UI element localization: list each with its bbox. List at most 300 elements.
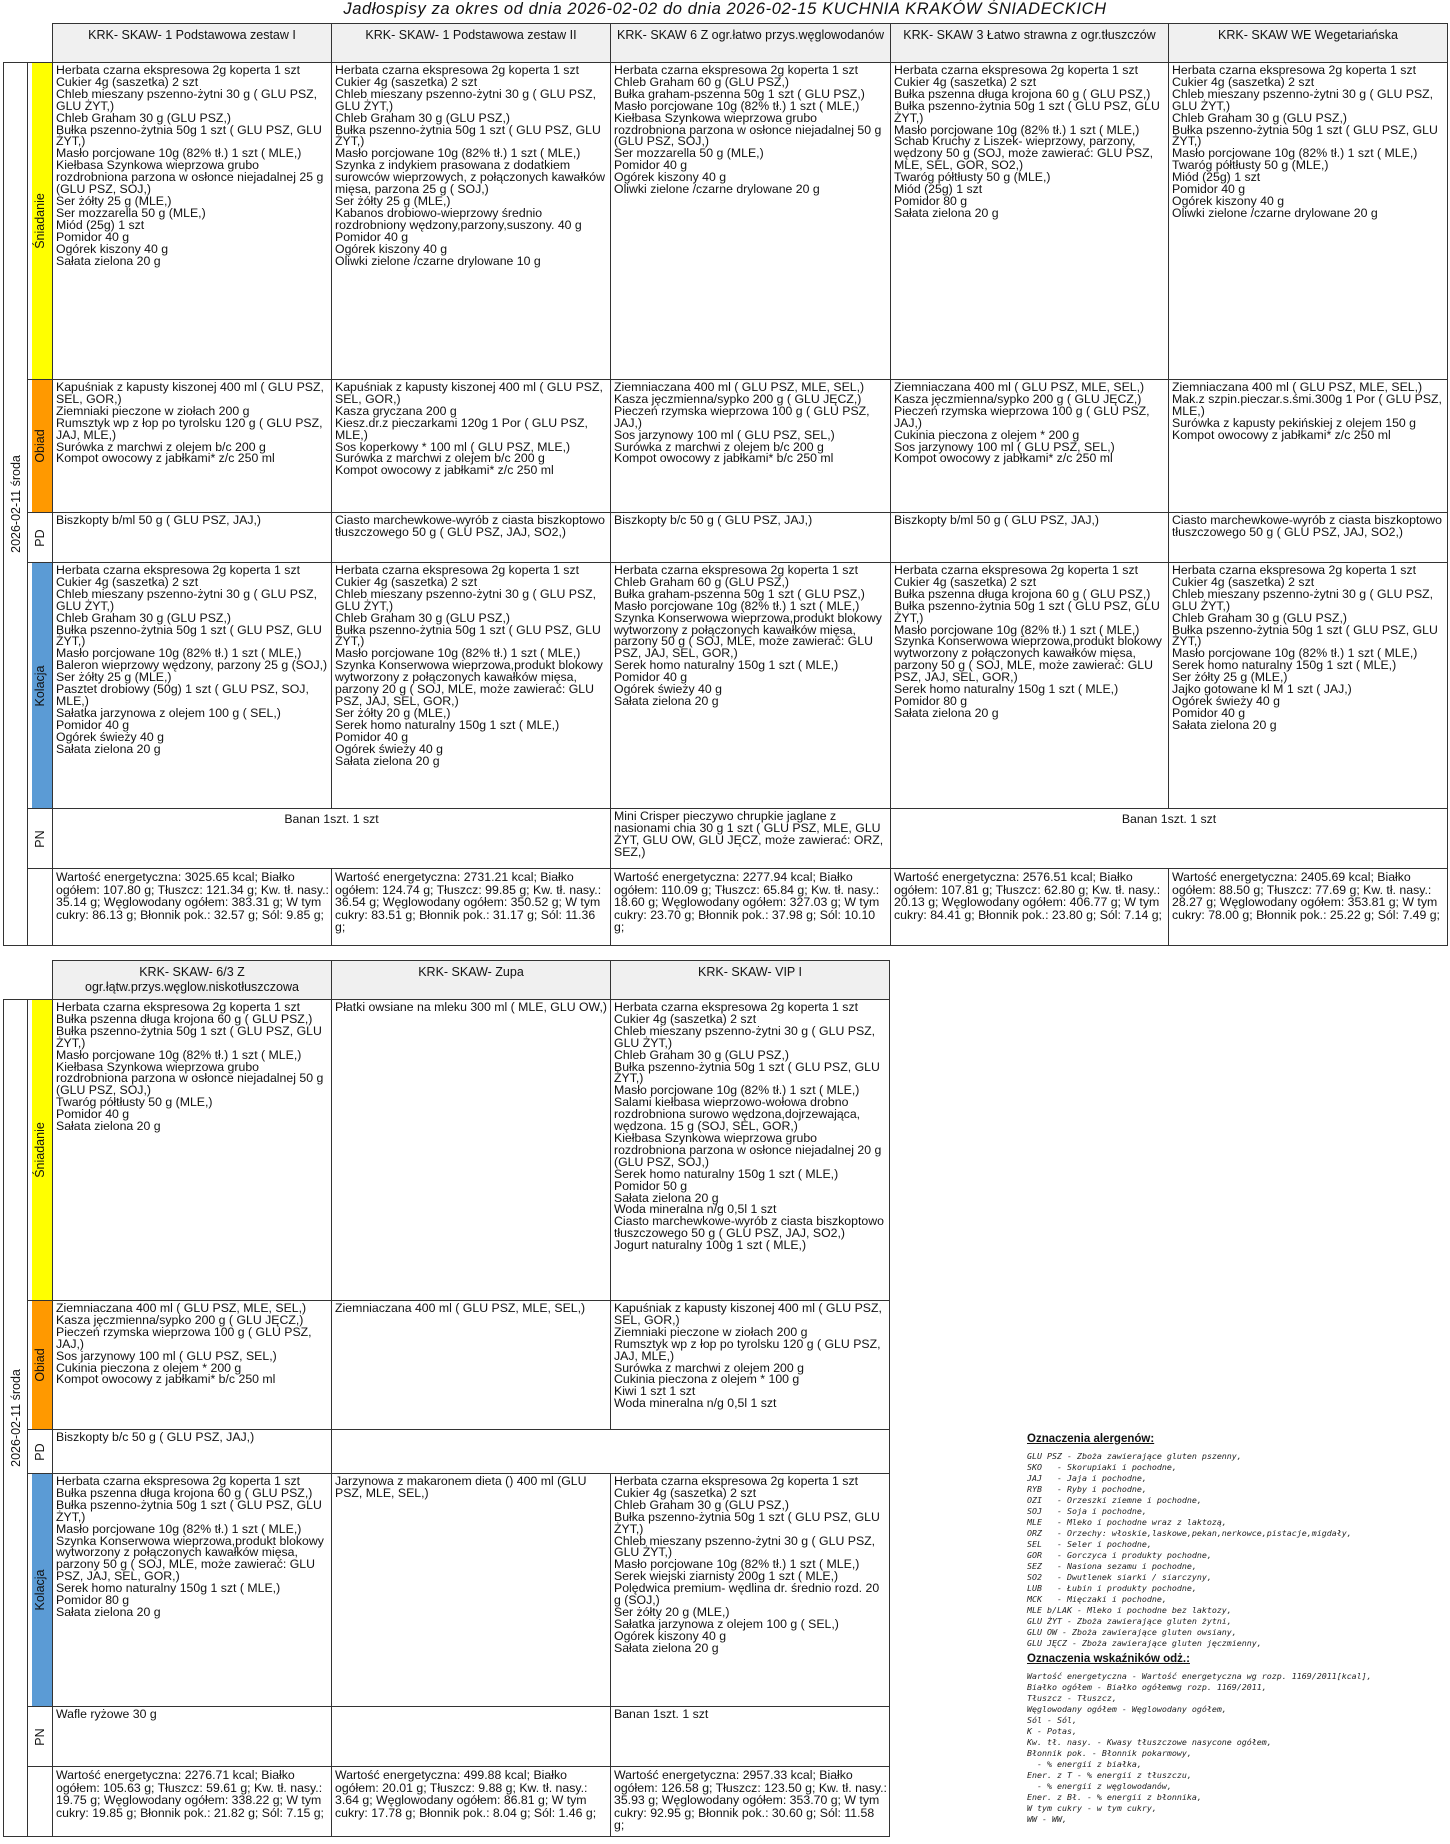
menu-cell: [891, 563, 1169, 809]
menu-item: Sałata zielona 20 g: [894, 705, 999, 720]
meal-label: PD: [33, 528, 47, 547]
menu-item: Kompot owocowy z jabłkami* z/c 250 ml: [1172, 427, 1391, 442]
menu-item: Masło porcjowane 10g (82% tł.) 1 szt ( MLE,): [56, 146, 302, 161]
menu-cell: [53, 1000, 332, 1301]
menu-item: Masło porcjowane 10g (82% tł.) 1 szt ( MLE,): [894, 122, 1140, 137]
menu-item: Baleron wieprzowy wędzony, parzony 25 g (SOJ,): [56, 658, 328, 673]
menu-item: Sałata zielona 20 g: [1172, 717, 1277, 732]
menu-item: Herbata czarna ekspresowa 2g koperta 1 szt: [894, 563, 1139, 577]
menu-item: Kasza jęczmienna/sypko 200 g ( GLU JĘCZ,): [56, 1312, 304, 1327]
menu-table-2: [3, 960, 890, 1837]
menu-item: Miód (25g) 1 szt: [894, 182, 983, 197]
menu-item: Serek homo naturalny 150g 1 szt ( MLE,): [614, 1166, 839, 1181]
allergen-entry: JAJ - Jaja i pochodne,: [1027, 1473, 1147, 1483]
meal-label: Obiad: [33, 1348, 47, 1382]
menu-item: Kiesz.dr.z pieczarkami 120g 1 Por ( GLU PSZ, MLE,): [335, 415, 588, 442]
menu-item: Serek homo naturalny 150g 1 szt ( MLE,): [56, 1581, 281, 1596]
meal-obiad: [28, 1301, 53, 1430]
indicator-entry: - % energii z węglowodanów,: [1027, 1781, 1172, 1791]
menu-item: Masło porcjowane 10g (82% tł.) 1 szt ( MLE,): [1172, 646, 1418, 661]
menu-table-1: [3, 23, 1448, 946]
menu-item: Pomidor 40 g: [335, 729, 409, 744]
menu-item: Ogórek świeży 40 g: [614, 682, 722, 697]
allergen-entry: MLE - Mleko i pochodne wraz z laktozą,: [1027, 1517, 1227, 1527]
menu-item: Sałata zielona 20 g: [614, 1190, 719, 1205]
menu-item: Rumsztyk wp z łop po tyrolsku 120 g ( GLU PSZ, JAJ, MLE,): [614, 1336, 881, 1363]
menu-item: Biszkopty b/ml 50 g ( GLU PSZ, JAJ,): [894, 513, 1100, 527]
menu-item: Serek wiejski ziarnisty 200g 1 szt ( MLE,): [614, 1569, 839, 1584]
menu-item: Masło porcjowane 10g (82% tł.) 1 szt ( MLE,): [1172, 146, 1418, 161]
menu-cell: [53, 513, 332, 563]
menu-item: Polędwica premium- wędlina dr. średnio rozd. 20 g (SOJ,): [614, 1581, 880, 1608]
menu-item: Masło porcjowane 10g (82% tł.) 1 szt ( MLE,): [56, 646, 302, 661]
menu-item: Bułka pszenna długa krojona 60 g ( GLU PSZ,): [56, 1485, 313, 1500]
indicator-entry: Wartość energetyczna - Wartość energetyczna wg rozp. 1169/2011[kcal],: [1027, 1671, 1372, 1681]
menu-item: Sałata zielona 20 g: [614, 693, 719, 708]
menu-item: Kiwi 1 szt 1 szt: [614, 1384, 696, 1399]
menu-cell: [891, 63, 1169, 380]
menu-item: Pomidor 50 g: [614, 1178, 688, 1193]
menu-item: Ziemniaczana 400 ml ( GLU PSZ, MLE, SEL,): [894, 380, 1145, 394]
menu-item: Herbata czarna ekspresowa 2g koperta 1 szt: [56, 563, 301, 577]
menu-item: Ser mozzarella 50 g (MLE,): [56, 205, 206, 220]
menu-item: Serek homo naturalny 150g 1 szt ( MLE,): [614, 658, 839, 673]
menu-cell: [891, 513, 1169, 563]
menu-item: Kiełbasa Szynkowa wieprzowa grubo rozdrobniona parzona w osłonce niejadalnej 25 g (GLU PSZ, SOJ,): [56, 158, 324, 197]
nutrition-cell: Wartość energetyczna: 2576.51 kcal; Białko ogółem: 107.81 g; Tłuszcz: 62.80 g; Kw. tł. nasy.: 20.13 g; Węglowodany ogółem: 406.77 g; W tym cukry: 84.41 g; Błonnik pok.: 23.80 g; Sól: 7.14 g;: [891, 869, 1169, 946]
date-column: [4, 1000, 28, 1837]
menu-item: Masło porcjowane 10g (82% tł.) 1 szt ( MLE,): [56, 1047, 302, 1062]
menu-item: Ogórek świeży 40 g: [1172, 693, 1280, 708]
menu-item: Cukinia pieczona z olejem * 200 g: [894, 427, 1080, 442]
menu-item: Bułka pszenno-żytnia 50g 1 szt ( GLU PSZ, GLU ŻYT,): [1172, 122, 1438, 149]
allergen-entry: RYB - Ryby i pochodne,: [1027, 1484, 1147, 1494]
diet-header: KRK- SKAW- 1 Podstawowa zestaw II: [332, 24, 611, 63]
menu-item: Ogórek świeży 40 g: [335, 741, 443, 756]
menu-item: Kompot owocowy z jabłkami* z/c 250 ml: [894, 451, 1113, 466]
menu-cell: Wafle ryżowe 30 g: [53, 1707, 332, 1767]
menu-item: Chleb Graham 30 g (GLU PSZ,): [335, 610, 510, 625]
date-column: [4, 63, 28, 946]
meal-obiad: [28, 380, 53, 513]
meal-label: Obiad: [33, 429, 47, 463]
menu-item: Sałatka jarzynowa z olejem 100 g ( SEL,): [56, 705, 281, 720]
menu-item: Herbata czarna ekspresowa 2g koperta 1 szt: [335, 63, 580, 77]
menu-item: Herbata czarna ekspresowa 2g koperta 1 szt: [56, 1000, 301, 1014]
menu-item: Masło porcjowane 10g (82% tł.) 1 szt ( MLE,): [335, 146, 581, 161]
menu-cell: [332, 1301, 611, 1430]
diet-header: KRK- SKAW- 6/3 Z ogr.łątw.przys.węglow.niskotłuszczowa: [53, 961, 332, 1000]
menu-item: Pomidor 40 g: [614, 670, 688, 685]
menu-item: Sos jarzynowy 100 ml ( GLU PSZ, SEL,): [56, 1348, 277, 1363]
menu-item: Herbata czarna ekspresowa 2g koperta 1 szt: [1172, 63, 1417, 77]
menu-item: Twaróg półtłusty 50 g (MLE,): [1172, 158, 1329, 173]
menu-item: Pieczeń rzymska wieprzowa 100 g ( GLU PSZ, JAJ,): [56, 1324, 312, 1351]
meal-kolacja: [28, 1474, 53, 1707]
allergen-entry: OZI - Orzeszki ziemne i pochodne,: [1027, 1495, 1202, 1505]
menu-item: Woda mineralna n/g 0,5l 1 szt: [614, 1396, 777, 1411]
page-title: Jadłospisy za okres od dnia 2026-02-02 do dnia 2026-02-15 KUCHNIA KRAKÓW ŚNIADECKICH: [343, 0, 1107, 18]
allergen-entry: MCK - Mięczaki i pochodne,: [1027, 1594, 1167, 1604]
menu-item: Pomidor 40 g: [56, 717, 130, 732]
meal-sniadanie: [28, 63, 53, 380]
menu-item: Ser żółty 25 g (MLE,): [56, 193, 172, 208]
menu-item: Ser żółty 25 g (MLE,): [335, 193, 451, 208]
menu-item: Cukier 4g (saszetka) 2 szt: [894, 74, 1037, 89]
menu-cell: [53, 380, 332, 513]
menu-item: Herbata czarna ekspresowa 2g koperta 1 szt: [335, 563, 580, 577]
menu-item: Herbata czarna ekspresowa 2g koperta 1 szt: [1172, 563, 1417, 577]
menu-item: Ser żółty 25 g (MLE,): [1172, 670, 1288, 685]
meal-pd: [28, 1430, 53, 1474]
diet-header: KRK- SKAW- 1 Podstawowa zestaw I: [53, 24, 332, 63]
indicator-list: [1027, 1671, 1447, 1825]
menu-item: Ogórek kiszony 40 g: [614, 1628, 727, 1643]
menu-item: Szynka Konserwowa wieprzowa,produkt blokowy wytworzony z połączonych kawałków mięsa, parzony 50 g ( SOJ, MLE, może zawierać: GLU PSZ, JAJ, SEL, GOR,): [894, 634, 1162, 685]
menu-item: Bułka pszenno-żytnia 50g 1 szt ( GLU PSZ, GLU ŻYT,): [56, 122, 322, 149]
menu-item: Twaróg półtłusty 50 g (MLE,): [56, 1095, 213, 1110]
menu-item: Jogurt naturalny 100g 1 szt ( MLE,): [614, 1238, 807, 1253]
menu-item: Szynka Konserwowa wieprzowa,produkt blokowy wytworzony z połączonych kawałków mięsa, parzony 20 g ( SOJ, MLE, może zawierać: GLU PSZ, JAJ, SEL, GOR,): [335, 658, 603, 708]
allergen-entry: MLE b/LAK - Mleko i pochodne bez laktozy,: [1027, 1605, 1232, 1615]
menu-item: Szynka Konserwowa wieprzowa,produkt blokowy wytworzony z połączonych kawałków mięsa, parzony 50 g ( SOJ, MLE, może zawierać: GLU PSZ, JAJ, SEL, GOR,): [56, 1533, 324, 1584]
menu-item: Chleb Graham 60 g (GLU PSZ,): [614, 574, 789, 589]
menu-item: Biszkopty b/c 50 g ( GLU PSZ, JAJ,): [614, 513, 813, 527]
nutrition-cell: Wartość energetyczna: 2277.94 kcal; Białko ogółem: 110.09 g; Tłuszcz: 65.84 g; Kw. tł. nasy.: 18.60 g; Węglowodany ogółem: 327.03 g; W tym cukry: 23.70 g; Błonnik pok.: 37.98 g; Sól: 10.10 g;: [611, 869, 891, 946]
indicator-entry: Sól - Sól,: [1027, 1715, 1077, 1725]
menu-item: Pieczeń rzymska wieprzowa 100 g ( GLU PSZ, JAJ,): [614, 403, 870, 430]
menu-item: Sos koperkowy * 100 ml ( GLU PSZ, MLE,): [335, 439, 571, 454]
menu-item: Ziemniaki pieczone w ziołach 200 g: [614, 1324, 808, 1339]
menu-item: Sałata zielona 20 g: [335, 753, 440, 768]
menu-item: Bułka graham-pszenna 50g 1 szt ( GLU PSZ,): [614, 86, 865, 101]
menu-item: Schab Kruchy z Liszek- wieprzowy, parzony, wędzony 50 g (SOJ, może zawierać: GLU PSZ, MLE, SEL, GOR, SO2,): [894, 134, 1154, 173]
allergen-entry: GLU OW - Zboża zawierające gluten owsiany,: [1027, 1627, 1237, 1637]
meal-label: PN: [33, 829, 47, 848]
menu-item: Ogórek kiszony 40 g: [335, 241, 448, 256]
menu-item: Sos jarzynowy 100 ml ( GLU PSZ, SEL,): [614, 427, 835, 442]
menu-item: Masło porcjowane 10g (82% tł.) 1 szt ( MLE,): [614, 598, 860, 613]
menu-item: Ziemniaczana 400 ml ( GLU PSZ, MLE, SEL,): [1172, 380, 1423, 394]
diet-header: KRK- SKAW 6 Z ogr.łatwo przys.węglowodanów: [611, 24, 891, 63]
menu-item: Kiełbasa Szynkowa wieprzowa grubo rozdrobniona parzona w osłonce niejadalnej 50 g (GLU PSZ, SOJ,): [614, 110, 882, 149]
menu-item: Kiełbasa Szynkowa wieprzowa grubo rozdrobniona parzona w osłonce niejadalnej 50 g (GLU PSZ, SOJ,): [56, 1059, 324, 1098]
menu-item: Herbata czarna ekspresowa 2g koperta 1 szt: [614, 1000, 859, 1014]
menu-item: Ogórek kiszony 40 g: [56, 241, 169, 256]
indicator-entry: Ener. z Bł. - % energii z błonnika,: [1027, 1792, 1202, 1802]
date-label: 2026-02-11 środa: [8, 1369, 23, 1467]
meal-sniadanie: [28, 1000, 53, 1301]
menu-item: Chleb Graham 30 g (GLU PSZ,): [614, 1047, 789, 1062]
menu-item: Ogórek kiszony 40 g: [1172, 193, 1285, 208]
menu-item: Oliwki zielone /czarne drylowane 20 g: [614, 182, 820, 197]
menu-item: Bułka pszenna długa krojona 60 g ( GLU PSZ,): [894, 586, 1151, 601]
menu-cell: [611, 1301, 890, 1430]
menu-item: Sos jarzynowy 100 ml ( GLU PSZ, SEL,): [894, 439, 1115, 454]
menu-cell: [611, 1474, 890, 1707]
menu-item: Masło porcjowane 10g (82% tł.) 1 szt ( MLE,): [614, 1557, 860, 1572]
meal-label: PD: [33, 1442, 47, 1461]
diet-header: KRK- SKAW- Zupa: [332, 961, 611, 1000]
legend: [1027, 1433, 1447, 1825]
menu-item: Herbata czarna ekspresowa 2g koperta 1 szt: [894, 63, 1139, 77]
menu-item: Pomidor 40 g: [1172, 182, 1246, 197]
indicator-entry: Węglowodany ogółem - Węglowodany ogółem,: [1027, 1704, 1227, 1714]
menu-item: Masło porcjowane 10g (82% tł.) 1 szt ( MLE,): [56, 1521, 302, 1536]
menu-item: Oliwki zielone /czarne drylowane 10 g: [335, 253, 541, 268]
menu-item: Cukier 4g (saszetka) 2 szt: [1172, 74, 1315, 89]
menu-item: Ciasto marchewkowe-wyrób z ciasta biszkoptowo tłuszczowego 50 g ( GLU PSZ, JAJ, SO2,): [614, 1214, 884, 1241]
menu-item: Bułka pszenna długa krojona 60 g ( GLU PSZ,): [56, 1011, 313, 1026]
indicator-entry: Ener. z T - % energii z tłuszczu,: [1027, 1770, 1192, 1780]
indicators-title: Oznaczenia wskaźników odż.:: [1027, 1653, 1190, 1665]
menu-item: Ser żółty 20 g (MLE,): [335, 705, 451, 720]
menu-item: Serek homo naturalny 150g 1 szt ( MLE,): [894, 682, 1119, 697]
allergen-entry: SO2 - Dwutlenek siarki / siarczyny,: [1027, 1572, 1212, 1582]
allergens-title: Oznaczenia alergenów:: [1027, 1433, 1155, 1445]
menu-item: Kasza gryczana 200 g: [335, 403, 457, 418]
menu-item: Ser żółty 25 g (MLE,): [56, 670, 172, 685]
menu-item: Chleb Graham 60 g (GLU PSZ,): [614, 74, 789, 89]
allergen-entry: SEZ - Nasiona sezamu i pochodne,: [1027, 1561, 1197, 1571]
menu-cell: [332, 1000, 611, 1301]
menu-item: Oliwki zielone /czarne drylowane 20 g: [1172, 205, 1378, 220]
menu-item: Bułka graham-pszenna 50g 1 szt ( GLU PSZ,): [614, 586, 865, 601]
menu-item: Bułka pszenno-żytnia 50g 1 szt ( GLU PSZ, GLU ŻYT,): [335, 122, 601, 149]
menu-item: Chleb Graham 30 g (GLU PSZ,): [56, 110, 231, 125]
menu-cell: [611, 563, 891, 809]
menu-item: Herbata czarna ekspresowa 2g koperta 1 szt: [56, 63, 301, 77]
allergen-entry: SOJ - Soja i pochodne,: [1027, 1506, 1147, 1516]
indicator-entry: Kw. tł. nasy. - Kwasy tłuszczowe nasycone ogółem,: [1027, 1737, 1272, 1747]
menu-item: Pomidor 80 g: [894, 693, 968, 708]
menu-item: Chleb mieszany pszenno-żytni 30 g ( GLU PSZ, GLU ŻYT,): [56, 586, 318, 613]
menu-item: Herbata czarna ekspresowa 2g koperta 1 szt: [614, 1474, 859, 1488]
menu-cell: Banan 1szt. 1 szt: [611, 1707, 890, 1767]
menu-item: Jajko gotowane kl M 1 szt ( JAJ,): [1172, 682, 1352, 697]
menu-item: Bułka pszenno-żytnia 50g 1 szt ( GLU PSZ, GLU ŻYT,): [614, 1059, 880, 1086]
nutrition-row-label: [28, 869, 53, 946]
menu-item: Bułka pszenno-żytnia 50g 1 szt ( GLU PSZ, GLU ŻYT,): [1172, 622, 1438, 649]
menu-item: Kapuśniak z kapusty kiszonej 400 ml ( GLU PSZ, SEL, GOR,): [56, 380, 324, 406]
menu-item: Rumsztyk wp z łop po tyrolsku 120 g ( GLU PSZ, JAJ, MLE,): [56, 415, 323, 442]
menu-item: Chleb Graham 30 g (GLU PSZ,): [614, 1497, 789, 1512]
table-corner: [4, 961, 53, 1000]
menu-item: Biszkopty b/ml 50 g ( GLU PSZ, JAJ,): [56, 513, 262, 527]
nutrition-cell: Wartość energetyczna: 2731.21 kcal; Białko ogółem: 124.74 g; Tłuszcz: 99.85 g; Kw. tł. nasy.: 36.54 g; Węglowodany ogółem: 350.52 g; W tym cukry: 83.51 g; Błonnik pok.: 31.17 g; Sól: 11.36 g;: [332, 869, 611, 946]
nutrition-cell: Wartość energetyczna: 2957.33 kcal; Białko ogółem: 126.58 g; Tłuszcz: 123.50 g; Kw. tł. nasy.: 35.93 g; Węglowodany ogółem: 353.70 g; W tym cukry: 92.95 g; Błonnik pok.: 30.60 g; Sól: 11.58 g;: [611, 1767, 890, 1837]
menu-item: Kapuśniak z kapusty kiszonej 400 ml ( GLU PSZ, SEL, GOR,): [335, 380, 603, 406]
indicator-entry: K - Potas,: [1027, 1726, 1077, 1736]
menu-item: Sałata zielona 20 g: [56, 1604, 161, 1619]
menu-cell: [611, 1000, 890, 1301]
allergen-entry: GLU JĘCZ - Zboża zawierające gluten jęczmienny,: [1027, 1638, 1262, 1648]
menu-cell: [332, 513, 611, 563]
menu-cell: [53, 63, 332, 380]
menu-item: Cukier 4g (saszetka) 2 szt: [335, 74, 478, 89]
menu-item: Masło porcjowane 10g (82% tł.) 1 szt ( MLE,): [614, 98, 860, 113]
menu-item: Herbata czarna ekspresowa 2g koperta 1 szt: [614, 563, 859, 577]
table-corner: [4, 24, 53, 63]
menu-item: Jarzynowa z makaronem dieta () 400 ml (GLU PSZ, MLE, SEL,): [335, 1474, 587, 1500]
menu-item: Szynka z indykiem prasowana z dodatkiem surowców wieprzowych, z połączonych kawałków mięsa, parzona 25 g ( SOJ,): [335, 158, 605, 197]
meal-label: Kolacja: [33, 665, 47, 706]
menu-cell: [1169, 563, 1448, 809]
indicator-entry: - % energii z białka,: [1027, 1759, 1142, 1769]
menu-cell: Banan 1szt. 1 szt: [891, 809, 1448, 869]
nutrition-cell: Wartość energetyczna: 3025.65 kcal; Białko ogółem: 107.80 g; Tłuszcz: 121.34 g; Kw. tł. nasy.: 35.14 g; Węglowodany ogółem: 383.31 g; W tym cukry: 86.13 g; Błonnik pok.: 32.57 g; Sól: 9.85 g;: [53, 869, 332, 946]
menu-item: Kompot owocowy z jabłkami* z/c 250 ml: [56, 451, 275, 466]
menu-item: Surówka z marchwi z olejem b/c 200 g: [614, 439, 824, 454]
menu-item: Sałata zielona 20 g: [56, 741, 161, 756]
menu-item: Cukinia pieczona z olejem * 100 g: [614, 1372, 800, 1387]
menu-item: Cukinia pieczona z olejem * 200 g: [56, 1360, 242, 1375]
menu-item: Herbata czarna ekspresowa 2g koperta 1 szt: [56, 1474, 301, 1488]
menu-item: Sałata zielona 20 g: [56, 1119, 161, 1134]
menu-item: Sałata zielona 20 g: [614, 1640, 719, 1655]
menu-item: Ziemniaki pieczone w ziołach 200 g: [56, 403, 250, 418]
meal-pn: [28, 1707, 53, 1767]
allergen-entry: GLU PSZ - Zboża zawierające gluten pszenny,: [1027, 1451, 1242, 1461]
menu-item: Chleb mieszany pszenno-żytni 30 g ( GLU PSZ, GLU ŻYT,): [335, 86, 597, 113]
menu-cell: [53, 1430, 332, 1474]
menu-item: Chleb Graham 30 g (GLU PSZ,): [1172, 610, 1347, 625]
menu-cell: [611, 380, 891, 513]
menu-item: Cukier 4g (saszetka) 2 szt: [56, 74, 199, 89]
menu-cell: Banan 1szt. 1 szt: [53, 809, 611, 869]
menu-item: Kompot owocowy z jabłkami* b/c 250 ml: [56, 1372, 276, 1387]
menu-item: Kabanos drobiowo-wieprzowy średnio rozdrobniony wędzony,parzony,suszony. 40 g: [335, 205, 582, 232]
allergen-entry: SKO - Skorupiaki i pochodne,: [1027, 1462, 1177, 1472]
menu-item: Surówka z marchwi z olejem b/c 200 g: [335, 451, 545, 466]
allergen-entry: SEL - Seler i pochodne,: [1027, 1539, 1152, 1549]
menu-item: Ciasto marchewkowe-wyrób z ciasta biszkoptowo tłuszczowego 50 g ( GLU PSZ, JAJ, SO2,): [335, 513, 605, 539]
meal-pd: [28, 513, 53, 563]
menu-cell: [53, 1474, 332, 1707]
menu-cell: [53, 563, 332, 809]
indicator-entry: Tłuszcz - Tłuszcz,: [1027, 1693, 1117, 1703]
menu-item: Ziemniaczana 400 ml ( GLU PSZ, MLE, SEL,): [335, 1301, 586, 1315]
menu-item: Ser żółty 20 g (MLE,): [614, 1604, 730, 1619]
indicator-entry: WW - WW,: [1027, 1814, 1067, 1824]
menu-item: Cukier 4g (saszetka) 2 szt: [1172, 574, 1315, 589]
menu-item: Kompot owocowy z jabłkami* b/c 250 ml: [614, 451, 834, 466]
meal-label: Śniadanie: [33, 1122, 47, 1178]
menu-item: Pomidor 80 g: [56, 1593, 130, 1608]
menu-item: Bułka pszenno-żytnia 50g 1 szt ( GLU PSZ, GLU ŻYT,): [894, 98, 1160, 125]
menu-item: Pomidor 40 g: [56, 1107, 130, 1122]
menu-item: Chleb mieszany pszenno-żytni 30 g ( GLU PSZ, GLU ŻYT,): [614, 1533, 876, 1560]
menu-item: Sałata zielona 20 g: [56, 253, 161, 268]
menu-item: Miód (25g) 1 szt: [56, 217, 145, 232]
menu-cell: [611, 63, 891, 380]
menu-item: Kiełbasa Szynkowa wieprzowa grubo rozdrobniona parzona w osłonce niejadalnej 20 g (GLU PSZ, SOJ,): [614, 1130, 882, 1169]
menu-item: Pomidor 40 g: [335, 229, 409, 244]
menu-item: Bułka pszenno-żytnia 50g 1 szt ( GLU PSZ, GLU ŻYT,): [614, 1509, 880, 1536]
menu-item: Chleb Graham 30 g (GLU PSZ,): [1172, 110, 1347, 125]
allergen-entry: GLU ŻYT - Zboża zawierające gluten żytni,: [1027, 1616, 1232, 1626]
menu-item: Miód (25g) 1 szt: [1172, 170, 1261, 185]
diet-header: KRK- SKAW WE Wegetariańska: [1169, 24, 1448, 63]
meal-kolacja: [28, 563, 53, 809]
menu-item: Twaróg półtłusty 50 g (MLE,): [894, 170, 1051, 185]
nutrition-cell: Wartość energetyczna: 2405.69 kcal; Białko ogółem: 88.50 g; Tłuszcz: 77.69 g; Kw. tł. nasy.: 28.27 g; Węglowodany ogółem: 353.81 g; W tym cukry: 78.00 g; Błonnik pok.: 25.22 g; Sól: 7.49 g;: [1169, 869, 1448, 946]
meal-label: Kolacja: [33, 1569, 47, 1611]
menu-item: Kasza jęczmienna/sypko 200 g ( GLU JĘCZ,): [894, 391, 1142, 406]
menu-item: Cukier 4g (saszetka) 2 szt: [335, 574, 478, 589]
menu-item: Bułka pszenna długa krojona 60 g ( GLU PSZ,): [894, 86, 1151, 101]
allergen-entry: GOR - Gorczyca i produkty pochodne,: [1027, 1550, 1212, 1560]
menu-item: Sałatka jarzynowa z olejem 100 g ( SEL,): [614, 1616, 839, 1631]
menu-item: Chleb mieszany pszenno-żytni 30 g ( GLU PSZ, GLU ŻYT,): [335, 586, 597, 613]
menu-item: Ogórek kiszony 40 g: [614, 170, 727, 185]
allergen-entry: LUB - Łubin i produkty pochodne,: [1027, 1583, 1197, 1593]
menu-item: Płatki owsiane na mleku 300 ml ( MLE, GLU OW,): [335, 1000, 607, 1014]
nutrition-cell: Wartość energetyczna: 499.88 kcal; Białko ogółem: 20.01 g; Tłuszcz: 9.88 g; Kw. tł. nasy.: 3.64 g; Węglowodany ogółem: 86.81 g; W tym cukry: 17.78 g; Błonnik pok.: 8.04 g; Sól: 1.46 g;: [332, 1767, 611, 1837]
menu-item: Bułka pszenno-żytnia 50g 1 szt ( GLU PSZ, GLU ŻYT,): [335, 622, 601, 649]
menu-cell: [1169, 380, 1448, 513]
menu-cell: [53, 1301, 332, 1430]
menu-cell: [332, 380, 611, 513]
menu-item: Pomidor 80 g: [894, 193, 968, 208]
menu-cell: [891, 380, 1169, 513]
menu-item: Chleb mieszany pszenno-żytni 30 g ( GLU PSZ, GLU ŻYT,): [1172, 586, 1434, 613]
menu-item: Salami kiełbasa wieprzowo-wołowa drobno rozdrobniona surowo wędzona,dojrzewająca, wędzona. 15 g (SOJ, SEL, GOR,): [614, 1095, 861, 1134]
menu-item: Pieczeń rzymska wieprzowa 100 g ( GLU PSZ, JAJ,): [894, 403, 1150, 430]
nutrition-row-label: [28, 1767, 53, 1837]
menu-item: Serek homo naturalny 150g 1 szt ( MLE,): [335, 717, 560, 732]
menu-item: Bułka pszenno-żytnia 50g 1 szt ( GLU PSZ, GLU ŻYT,): [56, 1497, 322, 1524]
menu-cell: [332, 563, 611, 809]
nutrition-cell: Wartość energetyczna: 2276.71 kcal; Białko ogółem: 105.63 g; Tłuszcz: 59.61 g; Kw. tł. nasy.: 19.75 g; Węglowodany ogółem: 338.22 g; W tym cukry: 19.85 g; Błonnik pok.: 21.82 g; Sól: 7.15 g;: [53, 1767, 332, 1837]
menu-cell: [1169, 513, 1448, 563]
menu-item: Sałata zielona 20 g: [894, 205, 999, 220]
menu-item: Pomidor 40 g: [614, 158, 688, 173]
menu-item: Serek homo naturalny 150g 1 szt ( MLE,): [1172, 658, 1397, 673]
menu-item: Ciasto marchewkowe-wyrób z ciasta biszkoptowo tłuszczowego 50 g ( GLU PSZ, JAJ, SO2,): [1172, 513, 1442, 539]
menu-item: Ser mozzarella 50 g (MLE,): [614, 146, 764, 161]
menu-cell-empty: [332, 1707, 611, 1767]
diet-header: KRK- SKAW- VIP I: [611, 961, 890, 1000]
menu-item: Surówka z marchwi z olejem 200 g: [614, 1360, 804, 1375]
menu-item: Bułka pszenno-żytnia 50g 1 szt ( GLU PSZ, GLU ŻYT,): [56, 1023, 322, 1050]
menu-item: Cukier 4g (saszetka) 2 szt: [56, 574, 199, 589]
menu-item: Masło porcjowane 10g (82% tł.) 1 szt ( MLE,): [335, 646, 581, 661]
menu-item: Cukier 4g (saszetka) 2 szt: [894, 574, 1037, 589]
menu-item: Mini Crisper pieczywo chrupkie jaglane z nasionami chia 30 g 1 szt ( GLU PSZ, MLE, GLU ŻYT, GLU OW, GLU JĘCZ, może zawierać: ORZ, SEZ,): [614, 809, 884, 859]
menu-item: Kasza jęczmienna/sypko 200 g ( GLU JĘCZ,): [614, 391, 862, 406]
menu-item: Cukier 4g (saszetka) 2 szt: [614, 1011, 757, 1026]
menu-item: Ziemniaczana 400 ml ( GLU PSZ, MLE, SEL,): [56, 1301, 307, 1315]
menu-item: Chleb mieszany pszenno-żytni 30 g ( GLU PSZ, GLU ŻYT,): [1172, 86, 1434, 113]
diet-header: KRK- SKAW 3 Łatwo strawna z ogr.tłuszczów: [891, 24, 1169, 63]
menu-item: Pomidor 40 g: [1172, 705, 1246, 720]
allergen-entry: ORZ - Orzechy: włoskie,laskowe,pekan,nerkowce,pistacje,migdały,: [1027, 1528, 1352, 1538]
menu-item: Pasztet drobiowy (50g) 1 szt ( GLU PSZ, SOJ, MLE,): [56, 682, 309, 708]
meal-pn: [28, 809, 53, 869]
menu-item: Kapuśniak z kapusty kiszonej 400 ml ( GLU PSZ, SEL, GOR,): [614, 1301, 882, 1327]
allergen-list: [1027, 1451, 1447, 1649]
menu-cell-empty: [332, 1430, 890, 1474]
menu-item: Masło porcjowane 10g (82% tł.) 1 szt ( MLE,): [614, 1083, 860, 1098]
menu-item: Ogórek świeży 40 g: [56, 729, 164, 744]
meal-label: Śniadanie: [33, 193, 47, 249]
menu-item: Szynka Konserwowa wieprzowa,produkt blokowy wytworzony z połączonych kawałków mięsa, parzony 50 g ( SOJ, MLE, może zawierać: GLU PSZ, JAJ, SEL, GOR,): [614, 610, 882, 661]
menu-item: Kompot owocowy z jabłkami* z/c 250 ml: [335, 463, 554, 478]
menu-item: Woda mineralna n/g 0,5l 1 szt: [614, 1202, 777, 1217]
menu-item: Surówka z marchwi z olejem b/c 200 g: [56, 439, 266, 454]
menu-item: Surówka z kapusty pekińskiej z olejem 150 g: [1172, 415, 1417, 430]
